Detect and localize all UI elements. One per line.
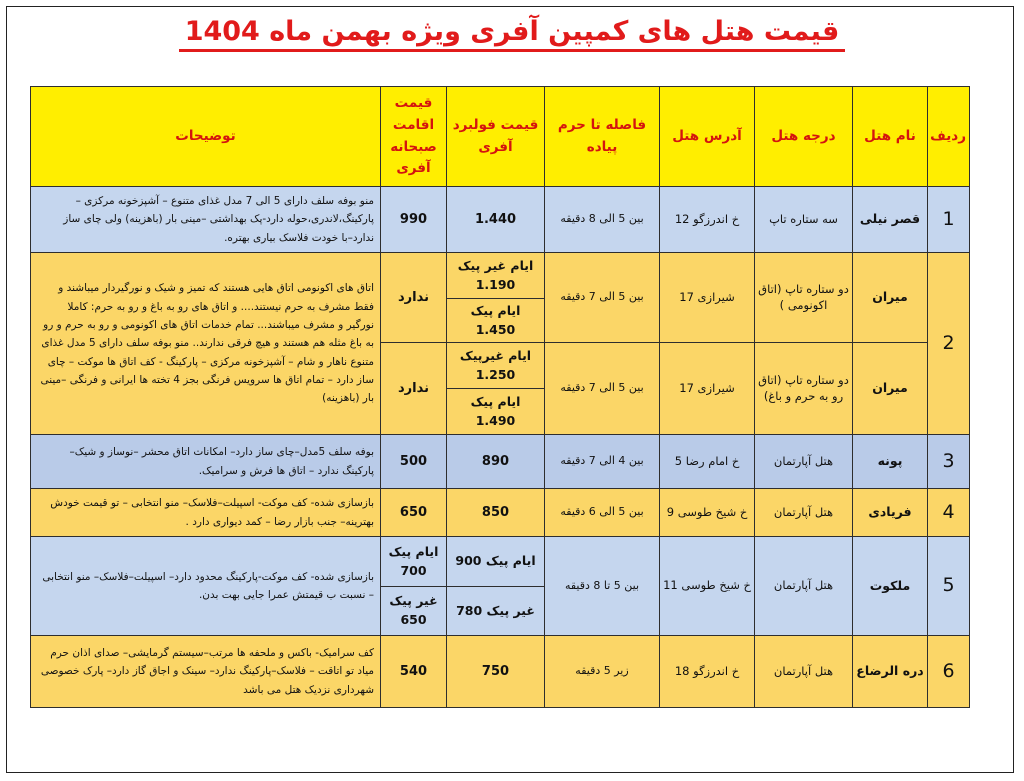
hotel-grade: سه ستاره تاپ <box>755 187 853 253</box>
hotel-grade: دو ستاره تاپ (اتاق رو به حرم و باغ) <box>755 343 853 435</box>
hotel-distance: بین 5 الی 7 دقیقه <box>545 343 660 435</box>
peak-price: 1.490 <box>475 412 516 428</box>
header-hotel-address: آدرس هتل <box>660 87 755 187</box>
row-number: 6 <box>928 636 970 708</box>
hotel-address: خ شیخ طوسی 11 <box>660 537 755 636</box>
hotel-grade: هتل آپارتمان <box>755 537 853 636</box>
hotel-distance: بین 5 الی 6 دقیقه <box>545 489 660 537</box>
offpeak-price: 1.190 <box>475 276 516 292</box>
hotel-distance: بین 4 الی 7 دقیقه <box>545 435 660 489</box>
header-hotel-grade: درجه هتل <box>755 87 853 187</box>
header-notes: توضیحات <box>31 87 381 187</box>
hotel-name: قصر نیلی <box>853 187 928 253</box>
hotel-notes: بازسازی شده- کف موکت- اسپیلت–فلاسک– منو انتخابی – تو قیمت خودش بهترینه– جنب بازار رضا – کمد دیواری دارد . <box>31 489 381 537</box>
offpeak-fullboard-price <box>447 253 545 299</box>
price-table <box>30 86 970 708</box>
header-fullboard-price: قیمت فولبرد آفری <box>447 87 545 187</box>
table-row <box>31 187 970 253</box>
row-number: 4 <box>928 489 970 537</box>
row-number: 2 <box>928 253 970 435</box>
row-number: 1 <box>928 187 970 253</box>
hotel-notes: کف سرامیک- باکس و ملحفه ها مرتب–سیستم گرمایشی– صدای اذان حرم میاد تو اتاقت – فلاسک–پارکینگ ندارد– سینک و اجاق گاز دارد– پارک خصوصی شهرداری نزدیک هتل می باشد <box>31 636 381 708</box>
hotel-address: خ امام رضا 5 <box>660 435 755 489</box>
hotel-distance: بین 5 الی 8 دقیقه <box>545 187 660 253</box>
offpeak-label: ایام غیرپیک <box>459 347 532 363</box>
hotel-name: فریادی <box>853 489 928 537</box>
hotel-address: شیرازی 17 <box>660 343 755 435</box>
offpeak-label: ایام غیر پیک <box>457 257 534 273</box>
hotel-grade: هتل آپارتمان <box>755 489 853 537</box>
hotel-notes: اتاق های اکونومی اتاق هایی هستند که تمیز و شیک و نورگیردار میباشند و فقط مشرف به حرم نیستند.... و اتاق های رو به باغ و رو به حرم: کاملا نورگیر و مشرف میباشند... تمام خدمات اتاق های اکونومی و رو به حرم و رو به باغ مثله هم هستند و هیچ فرقی ندارند.. منو بوفه سلف دارای 5 مدل غذای متنوع ناهار و شام – آشپزخونه مرکزی – پارکینگ - کف اتاق ها موکت – چای ساز دارد – تمام اتاق ها سرویس فرنگی بجز 4 تخته ها ایرانی و فرنگی –مینی بار (باهزینه) <box>31 253 381 435</box>
breakfast-price: 990 <box>381 187 447 253</box>
hotel-address: خ شیخ طوسی 9 <box>660 489 755 537</box>
hotel-address: خ اندرزگو 12 <box>660 187 755 253</box>
table-row <box>31 636 970 708</box>
row-number: 5 <box>928 537 970 636</box>
table-row <box>31 435 970 489</box>
peak-breakfast-price: ایام پیک 700 <box>381 537 447 587</box>
header-row <box>31 87 970 187</box>
header-breakfast-price: قیمت اقامت صبحانه آفری <box>381 87 447 187</box>
hotel-name: دره الرضاع <box>853 636 928 708</box>
hotel-distance: بین 5 تا 8 دقیقه <box>545 537 660 636</box>
peak-fullboard-price <box>447 389 545 435</box>
hotel-distance: زیر 5 دقیقه <box>545 636 660 708</box>
row-number: 3 <box>928 435 970 489</box>
offpeak-price: 1.250 <box>475 366 516 382</box>
hotel-notes: بوفه سلف 5مدل–چای ساز دارد– امکانات اتاق محشر –نوساز و شیک– پارکینگ ندارد – اتاق ها فرش و سرامیک. <box>31 435 381 489</box>
hotel-name: میران <box>853 253 928 343</box>
breakfast-price: ندارد <box>381 343 447 435</box>
title-text: قیمت هتل های کمپین آفری ویژه بهمن ماه 1404 <box>179 16 846 52</box>
table-row <box>31 489 970 537</box>
hotel-name: ملکوت <box>853 537 928 636</box>
hotel-grade: هتل آپارتمان <box>755 636 853 708</box>
page-title <box>0 16 1024 47</box>
peak-fullboard-price <box>447 299 545 343</box>
header-row-number: ردیف <box>928 87 970 187</box>
hotel-notes: بازسازی شده- کف موکت-پارکینگ محدود دارد– اسپیلت–فلاسک– منو انتخابی – نسبت ب قیمتش عمرا جایی بهت بدن. <box>31 537 381 636</box>
peak-label: ایام پیک <box>470 393 521 409</box>
hotel-notes: منو بوفه سلف دارای 5 الی 7 مدل غذای متنوع – آشپزخونه مرکزی – پارکینگ،لاندری،حوله دارد-پک بهداشتی –مینی بار (باهزینه) ولی چای ساز ندارد–با خودت فلاسک بیاری بهتره. <box>31 187 381 253</box>
offpeak-breakfast-price: غیر پیک 650 <box>381 587 447 636</box>
hotel-distance: بین 5 الی 7 دقیقه <box>545 253 660 343</box>
breakfast-price: 540 <box>381 636 447 708</box>
fullboard-price: 750 <box>447 636 545 708</box>
peak-price: 1.450 <box>475 321 516 337</box>
header-hotel-name: نام هتل <box>853 87 928 187</box>
hotel-name: پونه <box>853 435 928 489</box>
hotel-grade: هتل آپارتمان <box>755 435 853 489</box>
header-distance: فاصله تا حرم پیاده <box>545 87 660 187</box>
offpeak-fullboard-price <box>447 343 545 389</box>
fullboard-price: 1.440 <box>447 187 545 253</box>
hotel-address: شیرازی 17 <box>660 253 755 343</box>
fullboard-price: 850 <box>447 489 545 537</box>
peak-fullboard-price: ایام پیک 900 <box>447 537 545 587</box>
breakfast-price: 500 <box>381 435 447 489</box>
breakfast-price: ندارد <box>381 253 447 343</box>
fullboard-price: 890 <box>447 435 545 489</box>
breakfast-price: 650 <box>381 489 447 537</box>
hotel-grade: دو ستاره تاپ (اتاق اکونومی ) <box>755 253 853 343</box>
table-row <box>31 253 970 299</box>
hotel-address: خ اندرزگو 18 <box>660 636 755 708</box>
peak-label: ایام پیک <box>470 302 521 318</box>
hotel-name: میران <box>853 343 928 435</box>
offpeak-fullboard-price: غیر پیک 780 <box>447 587 545 636</box>
table-row <box>31 537 970 587</box>
